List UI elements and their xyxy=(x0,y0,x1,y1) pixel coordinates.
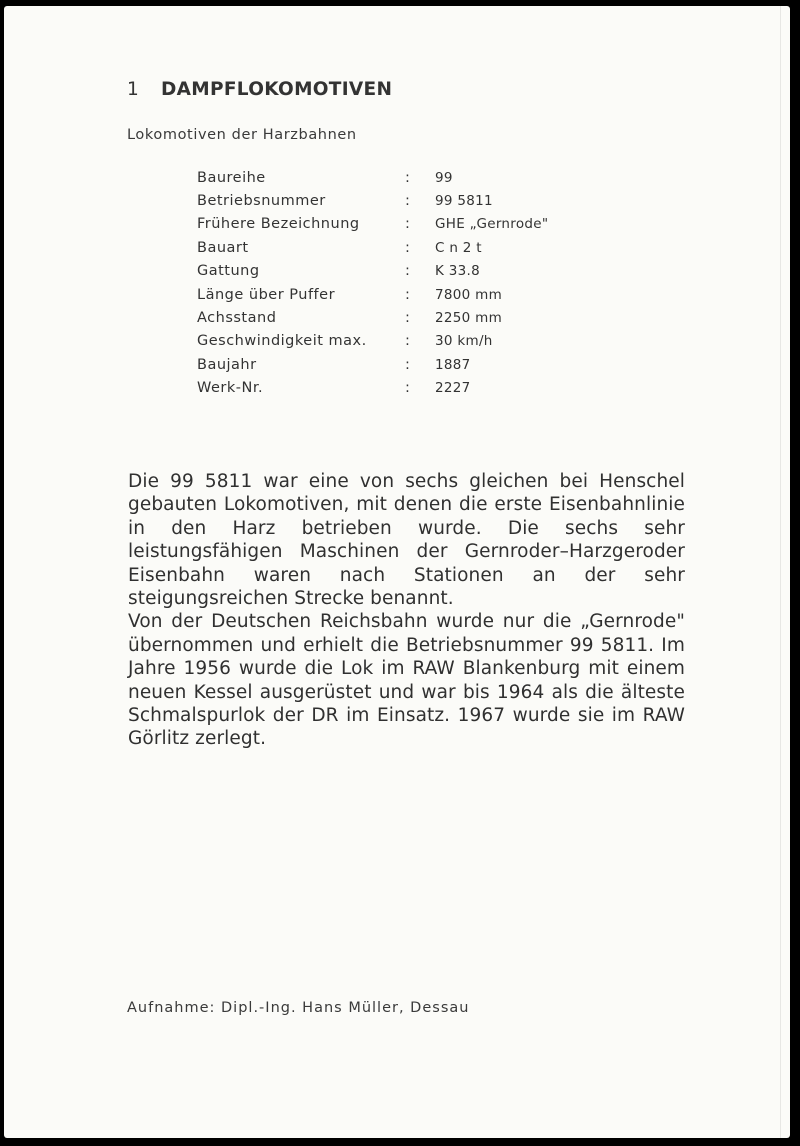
spec-label: Länge über Puffer xyxy=(197,286,336,303)
spec-row xyxy=(197,260,548,283)
spec-label: Frühere Bezeichnung xyxy=(197,216,360,233)
spec-value: 99 5811 xyxy=(435,193,493,210)
spec-row xyxy=(197,213,548,236)
spec-row xyxy=(197,236,548,259)
subtitle: Lokomotiven der Harzbahnen xyxy=(127,127,357,143)
spec-colon: : xyxy=(405,216,411,233)
spec-row xyxy=(197,306,548,329)
spec-value: GHE „Gernrode" xyxy=(435,216,549,233)
spec-colon: : xyxy=(405,239,411,256)
spec-row xyxy=(197,353,548,376)
description-text xyxy=(128,470,685,751)
spec-table xyxy=(197,166,548,400)
spec-value: C n 2 t xyxy=(435,239,482,256)
spec-colon: : xyxy=(405,193,411,210)
description-paragraph: Von der Deutschen Reichsbahn wurde nur die „Gernrode" übernommen und erhielt die Betriebsnummer 99 5811. Im Jahre 1956 wurde die Lok im RAW Blankenburg mit einem neuen Kessel ausgerüstet und war bis 1964 als die älteste Schmalspurlok der DR im Einsatz. 1967 wurde sie im RAW Görlitz zerlegt. xyxy=(128,611,685,750)
spec-label: Gattung xyxy=(197,263,260,280)
spec-colon: : xyxy=(405,169,411,186)
spec-value: 7800 mm xyxy=(435,286,503,303)
spec-label: Geschwindigkeit max. xyxy=(197,333,367,350)
spec-row xyxy=(197,330,548,353)
spec-value: 1887 xyxy=(435,356,471,373)
spec-label: Bauart xyxy=(197,239,249,256)
spec-value: K 33.8 xyxy=(435,263,481,280)
section-title: DAMPFLOKOMOTIVEN xyxy=(161,79,393,100)
spec-row xyxy=(197,377,548,400)
spec-colon: : xyxy=(405,356,411,373)
spec-value: 2227 xyxy=(435,380,471,397)
description-paragraph: Die 99 5811 war eine von sechs gleichen bei Henschel gebauten Lokomotiven, mit denen die erste Eisenbahnlinie in den Harz betrieben wurde. Die sechs sehr leistungsfähigen Maschinen der Gernroder–Harzgeroder Eisenbahn waren nach Stationen an der sehr steigungsreichen Strecke benannt. xyxy=(128,471,685,610)
spec-label: Betriebsnummer xyxy=(197,193,326,210)
spec-row xyxy=(197,283,548,306)
spec-colon: : xyxy=(405,310,411,327)
postcard-back xyxy=(4,6,790,1138)
spec-row xyxy=(197,189,548,212)
spec-colon: : xyxy=(405,286,411,303)
spec-row xyxy=(197,166,548,189)
spec-label: Achsstand xyxy=(197,310,277,327)
spec-value: 2250 mm xyxy=(435,310,503,327)
section-number: 1 xyxy=(127,79,140,100)
spec-label: Baureihe xyxy=(197,169,266,186)
spec-label: Baujahr xyxy=(197,356,257,373)
spec-colon: : xyxy=(405,380,411,397)
spec-colon: : xyxy=(405,263,411,280)
spec-label: Werk-Nr. xyxy=(197,380,264,397)
section-heading xyxy=(127,79,392,100)
photo-credit: Aufnahme: Dipl.-Ing. Hans Müller, Dessau xyxy=(127,1000,470,1016)
spec-colon: : xyxy=(405,333,411,350)
spec-value: 30 km/h xyxy=(435,333,493,350)
spec-value: 99 xyxy=(435,169,453,186)
